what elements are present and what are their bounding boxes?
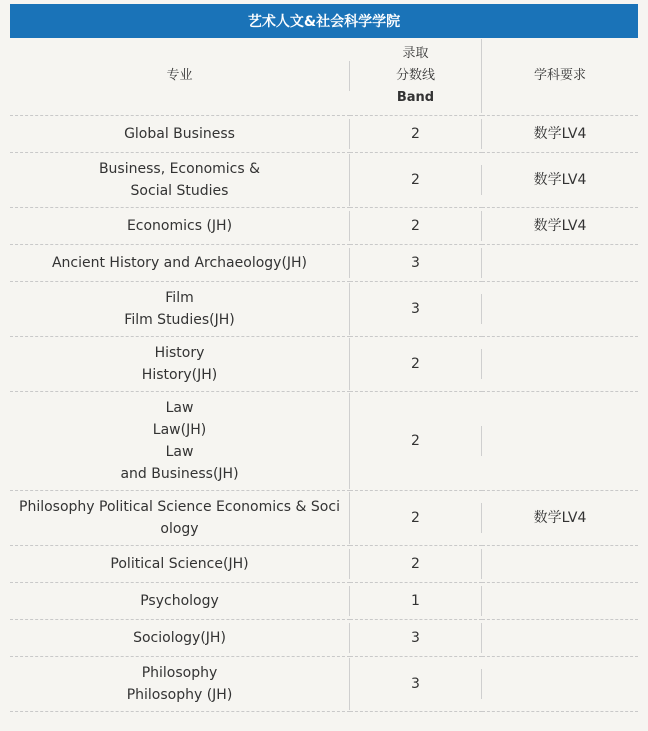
header-band-cell xyxy=(350,38,482,115)
admission-table-container xyxy=(10,4,638,712)
major-name-line: Social Studies xyxy=(130,182,229,199)
requirement-cell xyxy=(482,391,638,490)
major-name-line: Philosophy (JH) xyxy=(126,686,233,703)
requirement-value: 数学LV4 xyxy=(533,509,587,526)
table-row xyxy=(10,656,638,711)
major-name-line: Economics (JH) xyxy=(126,217,233,234)
major-name-line: Philosophy xyxy=(141,664,218,681)
header-major: 专业 xyxy=(166,68,193,84)
band-cell xyxy=(350,336,482,391)
major-name-line: Business, Economics & xyxy=(98,160,261,177)
requirement-value: 数学LV4 xyxy=(533,217,587,234)
major-cell xyxy=(10,656,350,711)
requirement-cell xyxy=(482,619,638,656)
major-cell xyxy=(10,207,350,244)
major-name-line: Psychology xyxy=(140,592,219,609)
band-cell xyxy=(350,115,482,152)
header-major-cell xyxy=(10,38,350,115)
band-value: 1 xyxy=(411,592,420,609)
band-value: 3 xyxy=(411,300,420,317)
band-value: 2 xyxy=(411,432,420,449)
requirement-cell xyxy=(482,582,638,619)
band-cell xyxy=(350,391,482,490)
band-value: 2 xyxy=(411,171,420,188)
band-value: 2 xyxy=(411,355,420,372)
band-cell xyxy=(350,545,482,582)
band-cell xyxy=(350,582,482,619)
band-value: 2 xyxy=(411,555,420,572)
table-row xyxy=(10,582,638,619)
table-row xyxy=(10,619,638,656)
table-row xyxy=(10,115,638,152)
header-band-line: 录取 xyxy=(402,46,429,62)
major-name-line: Law xyxy=(165,399,194,416)
major-cell xyxy=(10,115,350,152)
table-row xyxy=(10,391,638,490)
admission-table xyxy=(10,38,638,712)
table-row xyxy=(10,336,638,391)
requirement-cell xyxy=(482,207,638,244)
band-cell xyxy=(350,244,482,281)
header-requirement-cell xyxy=(482,38,638,115)
band-value: 3 xyxy=(411,629,420,646)
major-name-line: Ancient History and Archaeology(JH) xyxy=(51,254,308,271)
table-row xyxy=(10,490,638,545)
band-cell xyxy=(350,656,482,711)
band-cell xyxy=(350,207,482,244)
requirement-cell xyxy=(482,281,638,336)
major-name-line: Film Studies(JH) xyxy=(124,311,235,328)
major-cell xyxy=(10,152,350,207)
table-row xyxy=(10,244,638,281)
major-cell xyxy=(10,582,350,619)
band-cell xyxy=(350,619,482,656)
requirement-cell xyxy=(482,545,638,582)
requirement-cell xyxy=(482,490,638,545)
header-requirement: 学科要求 xyxy=(533,68,586,84)
band-value: 2 xyxy=(411,125,420,142)
band-cell xyxy=(350,281,482,336)
requirement-cell xyxy=(482,244,638,281)
table-title: 艺术人文&社会科学学院 xyxy=(10,4,638,38)
major-name-line: History(JH) xyxy=(141,366,218,383)
major-cell xyxy=(10,281,350,336)
major-name-line: Philosophy Political Science Economics & Soci xyxy=(19,498,340,515)
major-cell xyxy=(10,391,350,490)
table-row xyxy=(10,545,638,582)
major-name-line: and Business(JH) xyxy=(120,465,239,482)
major-name-line: Law xyxy=(165,443,194,460)
band-value: 2 xyxy=(411,509,420,526)
major-name-line: Political Science(JH) xyxy=(110,555,249,572)
major-cell xyxy=(10,619,350,656)
table-body xyxy=(10,38,638,711)
header-band-line: 分数线 xyxy=(395,68,435,84)
table-row xyxy=(10,281,638,336)
requirement-cell xyxy=(482,656,638,711)
requirement-cell xyxy=(482,152,638,207)
major-name-line: Law(JH) xyxy=(152,421,207,438)
major-name-line: History xyxy=(154,344,205,361)
major-name-line: ology xyxy=(160,520,199,537)
major-name-line: Global Business xyxy=(124,125,235,142)
band-value: 3 xyxy=(411,254,420,271)
requirement-cell xyxy=(482,336,638,391)
major-cell xyxy=(10,490,350,545)
header-band-line: Band xyxy=(396,90,435,106)
table-row xyxy=(10,152,638,207)
major-name-line: Film xyxy=(165,289,194,306)
band-value: 3 xyxy=(411,675,420,692)
major-cell xyxy=(10,244,350,281)
band-cell xyxy=(350,152,482,207)
table-row xyxy=(10,207,638,244)
band-value: 2 xyxy=(411,217,420,234)
table-header-row xyxy=(10,38,638,115)
requirement-value: 数学LV4 xyxy=(533,171,587,188)
major-cell xyxy=(10,545,350,582)
requirement-value: 数学LV4 xyxy=(533,125,587,142)
major-name-line: Sociology(JH) xyxy=(133,629,226,646)
requirement-cell xyxy=(482,115,638,152)
major-cell xyxy=(10,336,350,391)
band-cell xyxy=(350,490,482,545)
